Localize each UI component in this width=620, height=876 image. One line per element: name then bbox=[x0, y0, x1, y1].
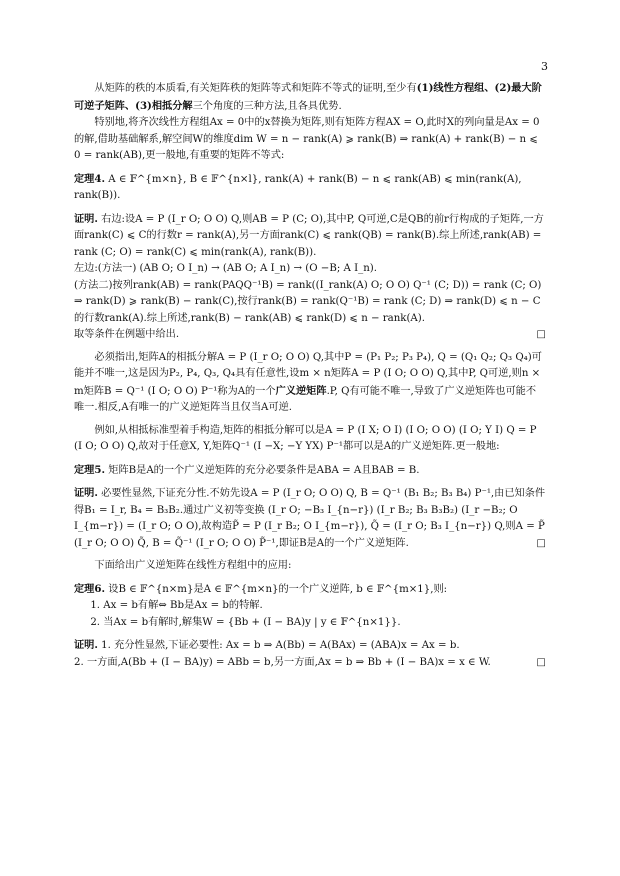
theorem-label: 定理4. bbox=[74, 172, 106, 185]
theorem-statement: 矩阵B是A的一个广义逆矩阵的充分必要条件是ABA = A且BAB = B. bbox=[108, 464, 420, 476]
theorem-label: 定理5. bbox=[74, 463, 106, 476]
proof-left-method-2: (方法二)按列rank(AB) = rank(PAQQ⁻¹B) = rank((I_rank(A) O; O O) Q⁻¹ (C; D)) = rank (C; O) ⇒ rank(D) ⩾ rank(B) − rank(C),按行rank(B) = rank(Q⁻¹B) = rank (C; D) ⇒ rank(D) ⩽ n − C的行数rank(A).综上所述,rank(B) − rank(AB) ⩽ rank(D) ⩽ n − rank(A). bbox=[74, 279, 542, 324]
qed-mark: □ bbox=[536, 329, 546, 341]
term-generalized-inverse: 广义逆矩阵 bbox=[275, 384, 327, 397]
theorem-6-item-2: 2. 当Ax = b有解时,解集W = {Bb + (I − BA)y | y ∈ 𝔽^{n×1}}. bbox=[90, 616, 401, 628]
matrix-equation-paragraph: 特别地,将齐次线性方程组Ax = 0中的x替换为矩阵,则有矩阵方程AX = O,此时X的列向量是Ax = 0的解,借助基础解系,解空间W的维度dim W = n − rank(A) ⩾ rank(B) ⇒ rank(A) + rank(B) − n ⩽ 0 = rank(AB),更一般地,有重要的矩阵不等式: bbox=[74, 117, 540, 162]
page-content bbox=[74, 80, 546, 672]
proof-line-1: 1. 充分性显然,下证必要性: Ax = b ⇒ A(Bb) = A(BAx) = (ABA)x = Ax = b. bbox=[101, 640, 460, 652]
proof-6 bbox=[74, 637, 546, 655]
proof-body: 必要性显然,下证充分性.不妨先设A = P (I_r O; O O) Q, B = Q⁻¹ (B₁ B₂; B₃ B₄) P⁻¹,由已知条件得B₁ = I_r, B₄ = B₃B₂.通过广义初等变换 (I_r O; −B₃ I_{n−r}) (I_r B₂; B₃ B₃B₂) (I_r −B₂; O I_{m−r}) = (I_r O; O O),故构造P̃ = P (I_r B₂; O I_{m−r}), Q̃ = (I_r O; B₃ I_{n−r}) Q,则A = P̃ (I_r O; O O) Q̃, B = Q̃⁻¹ (I_r O; O O) P̃⁻¹,即证B是A的一个广义逆矩阵. bbox=[74, 488, 546, 549]
proof-equality-note: 取等条件在例题中给出. □ bbox=[74, 327, 546, 344]
theorem-5 bbox=[74, 462, 546, 480]
generalized-inverse-definition: 必须指出,矩阵A的相抵分解A = P (I_r O; O O) Q,其中P = (P₁ P₂; P₃ P₄), Q = (Q₁ Q₂; Q₃ Q₄)可能并不唯一,这是因为P₂, P₄, Q₃, Q₄具有任意性,设m × n矩阵A = P (I O; O O) Q,其中P, Q可逆,则n × m矩阵B = Q⁻¹ (I O; O O) P⁻¹称为A的一个广义逆矩阵.P, Q有可能不唯一,导致了广义逆矩阵也可能不唯一.相反,A有唯一的广义逆矩阵当且仅当A可逆. bbox=[74, 351, 542, 414]
three-methods: (1)线性方程组、(2)最大阶可逆子矩阵、(3)相抵分解 bbox=[74, 82, 542, 112]
proof-5 bbox=[74, 485, 546, 552]
proof-left-method-1: 左边:(方法一) (AB O; O I_n) → (AB O; A I_n) → (O −B; A I_n). bbox=[74, 263, 377, 275]
proof-6-line-2: 2. 一方面,A(Bb + (I − BA)y) = ABb = b,另一方面,Ax = b ⇒ Bb + (I − BA)x = x ∈ W. □ bbox=[74, 655, 546, 672]
theorem-6 bbox=[74, 581, 546, 599]
proof-label: 证明. bbox=[74, 639, 98, 652]
page-number: 3 bbox=[541, 60, 548, 73]
theorem-statement: A ∈ 𝔽^{m×n}, B ∈ 𝔽^{n×l}, rank(A) + rank(B) − n ⩽ rank(AB) ⩽ min(rank(A), rank(B)). bbox=[74, 173, 522, 202]
theorem-6-item-1: 1. Ax = b有解⇔ Bb是Ax = b的特解. bbox=[90, 600, 263, 612]
proof-right-side: 右边:设A = P (I_r O; O O) Q,则AB = P (C; O),其中P, Q可逆,C是QB的前r行构成的子矩阵,一方面rank(C) ⩽ C的行数r = rank(A),另一方面rank(C) ⩽ rank(QB) = rank(B).综上所述,rank(AB) = rank (C; O) = rank(C) ⩽ min(rank(A), rank(B)). bbox=[74, 213, 544, 258]
proof-label: 证明. bbox=[74, 212, 98, 225]
qed-mark: □ bbox=[536, 537, 546, 549]
theorem-label: 定理6. bbox=[74, 582, 106, 595]
example-paragraph: 例如,从相抵标准型着手构造,矩阵的相抵分解可以是A = P (I X; O I) (I O; O O) (I O; Y I) Q = P (I O; O O) Q,故对于任意X, Y,矩阵Q⁻¹ (I −X; −Y YX) P⁻¹都可以是A的广义逆矩阵.更一般地: bbox=[74, 424, 537, 453]
proof-4 bbox=[74, 211, 546, 262]
theorem-statement: 设B ∈ 𝔽^{n×m}是A ∈ 𝔽^{m×n}的一个广义逆阵, b ∈ 𝔽^{m×1},则: bbox=[108, 583, 448, 595]
application-lead: 下面给出广义逆矩阵在线性方程组中的应用: bbox=[94, 560, 292, 572]
theorem-4 bbox=[74, 171, 546, 205]
intro-paragraph: 从矩阵的秩的本质看,有关矩阵秩的矩阵等式和矩阵不等式的证明,至少有(1)线性方程组、(2)最大阶可逆子矩阵、(3)相抵分解三个角度的三种方法,且各具优势. bbox=[74, 82, 542, 112]
qed-mark: □ bbox=[536, 656, 546, 668]
proof-label: 证明. bbox=[74, 487, 98, 500]
